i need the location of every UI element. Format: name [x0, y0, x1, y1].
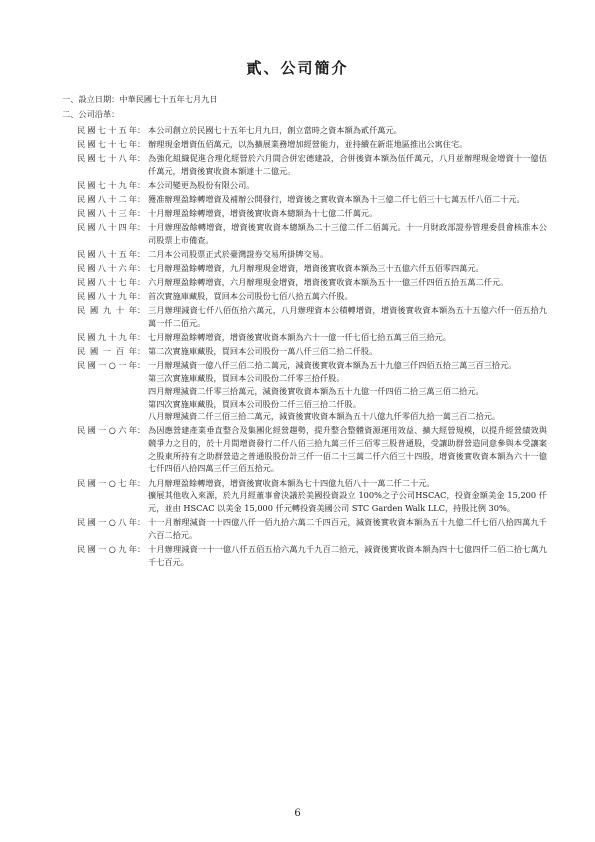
- history-entry-colon: ：: [137, 153, 146, 164]
- establishment-value: 中華民國七十五年七月九日: [119, 94, 218, 104]
- history-entry-colon: ：: [137, 277, 146, 288]
- establishment-colon: ：: [111, 94, 120, 104]
- history-entry-description: [148, 179, 547, 192]
- history-entry-year: 民國九十年: [77, 305, 137, 316]
- history-entry-year: 民國七十八年: [77, 153, 137, 164]
- history-entry: [77, 207, 547, 220]
- page-title: 貳、公司簡介: [246, 59, 349, 77]
- history-entry-paragraph: 七月辦理盈餘轉增資，增資後實收資本額為六十一億一仟七佰七拾五萬三佰三拾元。: [148, 332, 451, 343]
- history-entry-year: 民國八十三年: [77, 208, 137, 219]
- history-entry-year: 民國八十五年: [77, 249, 137, 260]
- history-entry-description: [148, 477, 547, 515]
- history-entry-description: [148, 359, 547, 423]
- history-entry-year: 民國八十四年: [77, 222, 137, 233]
- history-entry-paragraph: 本公司創立於民國七十五年七月九日，創立當時之資本額為貳仟萬元。: [148, 125, 402, 135]
- history-entry-paragraph: 四月辦理減資二仟零三拾萬元，減資後實收資本額為五十九億一仟四佰二拾三萬三佰二拾元。: [148, 385, 484, 396]
- history-entry: [77, 345, 547, 358]
- history-entry-paragraph: 六月辦理盈餘轉增資，六月辦理現金增資，增資後實收資本額為五十一億三仟四佰五拾五萬二仟元。: [148, 277, 509, 288]
- history-entry-colon: ：: [137, 425, 146, 436]
- history-entry-paragraph: 十月辦理減資一十一億八仟五佰五拾六萬九千九百二拾元，減資後實收資本額為四十七億四仟二佰二拾七萬九千七百元。: [148, 543, 547, 567]
- history-entry: [77, 221, 547, 246]
- history-entry-colon: ：: [137, 249, 146, 260]
- history-entry-colon: ：: [137, 477, 146, 488]
- history-entry-colon: ：: [137, 208, 146, 219]
- history-entry-paragraph: 八月辦理減資二仟三佰三拾二萬元，減資後實收資本額為五十八億九仟零佰九拾一萬三百二拾元。: [148, 411, 501, 422]
- history-heading-colon: ：: [111, 109, 120, 119]
- history-entry-description: [148, 276, 547, 289]
- history-entry: [77, 193, 547, 206]
- history-entry-description: [148, 248, 547, 261]
- establishment-label: 一、設立日期: [62, 94, 112, 104]
- history-entry-description: [148, 207, 547, 220]
- history-entry-colon: ：: [137, 139, 146, 150]
- history-entry-description: [148, 543, 547, 568]
- history-entry-colon: ：: [137, 263, 146, 274]
- history-entry-paragraph: 第三次實施庫藏股，買回本公司股份二仟零三拾仟股。: [148, 373, 345, 384]
- history-entry-colon: ：: [137, 179, 146, 190]
- history-entry-year: 民國八十七年: [77, 277, 137, 288]
- history-entry-description: [148, 516, 547, 541]
- history-list: [77, 124, 547, 570]
- history-entry-paragraph: 第四次實施庫藏股，買回本公司股份二仟三佰三拾二仟股。: [148, 398, 361, 409]
- history-entry-colon: ：: [137, 517, 146, 528]
- history-entry: [77, 304, 547, 329]
- history-entry: [77, 477, 547, 515]
- history-entry-year: 民國一○九年: [77, 543, 137, 554]
- history-entry: [77, 248, 547, 261]
- history-entry-colon: ：: [137, 125, 146, 135]
- history-entry-colon: ：: [137, 222, 146, 233]
- history-entry-colon: ：: [137, 305, 146, 316]
- history-entry-paragraph: 為因應營建產業垂直整合及集團化經營趨勢，提升整合整體資源運用效益、擴大經營規模，以提升經營績效與競爭力之目的，於十月間增資發行二仟八佰三拾九萬三仟三佰零三股普通股，受讓助群營造同意參與本受讓案之股東所持有之助群營造之普通股股份計三仟一佰二十三萬二仟六佰三十四股，增資後實收資本額為六十一億七仟四佰八拾四萬三仟三佰五拾元。: [148, 425, 547, 474]
- history-entry-paragraph: 二月本公司股票正式於臺灣證券交易所掛牌交易。: [148, 249, 329, 260]
- page-number: 6: [294, 808, 301, 819]
- history-entry-year: 民國八十九年: [77, 291, 137, 302]
- history-entry-paragraph: 擴展其他收入來源，於九月經董事會決議於美國投資設立 100%之子公司HSCAC，投資金額美金 15,200 仟元，並由 HSCAC 以美金 15,000 仟元轉投資美國公司 STC Garden Walk LLC，持股比例 30%。: [148, 490, 547, 513]
- history-entry: [77, 262, 547, 275]
- history-entry-paragraph: 一月辦理減資一億八仟三佰二拾二萬元，減資後實收資本額為五十九億三仟四佰五拾三萬三百三拾元。: [148, 360, 517, 371]
- history-entry-paragraph: 為強化組織促進合理化經營於六月間合併宏德建設，合併後資本額為伍仟萬元，八月並辦理現金增資十一億伍仟萬元，增資後實收資本額達十二億元。: [148, 153, 547, 176]
- history-entry-paragraph: 十月辦理盈餘轉增資，增資後實收資本總額為二十三億二仟二佰萬元。十一月財政部證券管理委員會核准本公司股票上市備查。: [148, 222, 547, 245]
- history-entry-year: 民國一○一年: [77, 360, 137, 371]
- history-entry-description: [148, 221, 547, 246]
- establishment-date: [62, 92, 218, 106]
- history-entry-year: 民國九十九年: [77, 332, 137, 343]
- history-entry-year: 民國八十二年: [77, 194, 137, 205]
- history-entry: [77, 152, 547, 177]
- history-entry-paragraph: 第二次實施庫藏股，買回本公司股份一萬八仟三佰二拾二仟股。: [148, 346, 378, 357]
- history-entry: [77, 290, 547, 303]
- history-entry-description: [148, 345, 547, 358]
- history-entry-description: [148, 331, 547, 344]
- history-entry: [77, 359, 547, 423]
- history-entry-paragraph: 辦理現金增資伍佰萬元，以為擴展業務增加經營能力，並持續在新莊地區推出公寓住宅。: [148, 139, 468, 150]
- history-entry-colon: ：: [137, 346, 146, 357]
- history-entry: [77, 516, 547, 541]
- history-entry-year: 民國一○八年: [77, 517, 137, 528]
- history-entry-paragraph: 本公司變更為股份有限公司。: [148, 179, 255, 190]
- history-entry-colon: ：: [137, 194, 146, 205]
- history-entry: [77, 124, 547, 137]
- history-entry-year: 民國一○七年: [77, 477, 137, 488]
- history-entry: [77, 543, 547, 568]
- history-entry-description: [148, 193, 547, 206]
- history-entry-colon: ：: [137, 332, 146, 343]
- history-entry-paragraph: 十一月辦理減資一十四億八仟一佰九拾六萬二千四百元，減資後實收資本額為五十九億二仟七佰八拾四萬九千六百二拾元。: [148, 517, 547, 540]
- history-entry: [77, 331, 547, 344]
- history-entry: [77, 276, 547, 289]
- history-entry: [77, 138, 547, 151]
- history-entry-description: [148, 424, 547, 475]
- history-entry-paragraph: 十月辦理盈餘轉增資，增資後實收資本總額為十七億二仟萬元。: [148, 208, 378, 219]
- history-entry: [77, 424, 547, 475]
- history-heading-label: 二、公司沿革: [62, 109, 112, 119]
- history-entry-year: 民國八十六年: [77, 263, 137, 274]
- history-entry-colon: ：: [137, 360, 146, 371]
- history-entry-paragraph: 三月辦理減資七仟八佰伍拾六萬元，八月辦理資本公積轉增資，增資後實收資本額為五十五億六仟一佰五拾九萬一仟二佰元。: [148, 305, 547, 329]
- history-entry-description: [148, 304, 547, 329]
- history-entry-description: [148, 152, 547, 177]
- history-entry-colon: ：: [137, 543, 146, 554]
- history-entry-year: 民國七十五年: [77, 125, 137, 135]
- history-entry-description: [148, 124, 547, 137]
- history-entry-description: [148, 262, 547, 275]
- history-entry-colon: ：: [137, 291, 146, 302]
- history-entry-description: [148, 138, 547, 151]
- history-entry-paragraph: 首次實施庫藏股，買回本公司股份七佰八拾五萬六仟股。: [148, 291, 353, 302]
- history-entry-year: 民國一百年: [77, 346, 137, 357]
- history-entry: [77, 179, 547, 192]
- history-entry-year: 民國一○六年: [77, 425, 137, 436]
- history-entry-description: [148, 290, 547, 303]
- history-entry-paragraph: 九月辦理盈餘轉增資，增資後實收資本額為七十四億九佰八十一萬二仟二十元。: [148, 477, 435, 488]
- history-entry-year: 民國七十九年: [77, 179, 137, 190]
- history-entry-year: 民國七十七年: [77, 139, 137, 150]
- history-entry-paragraph: 七月辦理盈餘轉增資，九月辦理現金增資，增資後實收資本額為三十五億六仟五佰零四萬元。: [148, 263, 484, 274]
- history-entry-paragraph: 獲准辦理盈餘轉增資及補辦公開發行，增資後之實收資本額為十三億二仟七佰三十七萬五仟八佰二十元。: [148, 194, 525, 205]
- history-heading: [62, 107, 119, 121]
